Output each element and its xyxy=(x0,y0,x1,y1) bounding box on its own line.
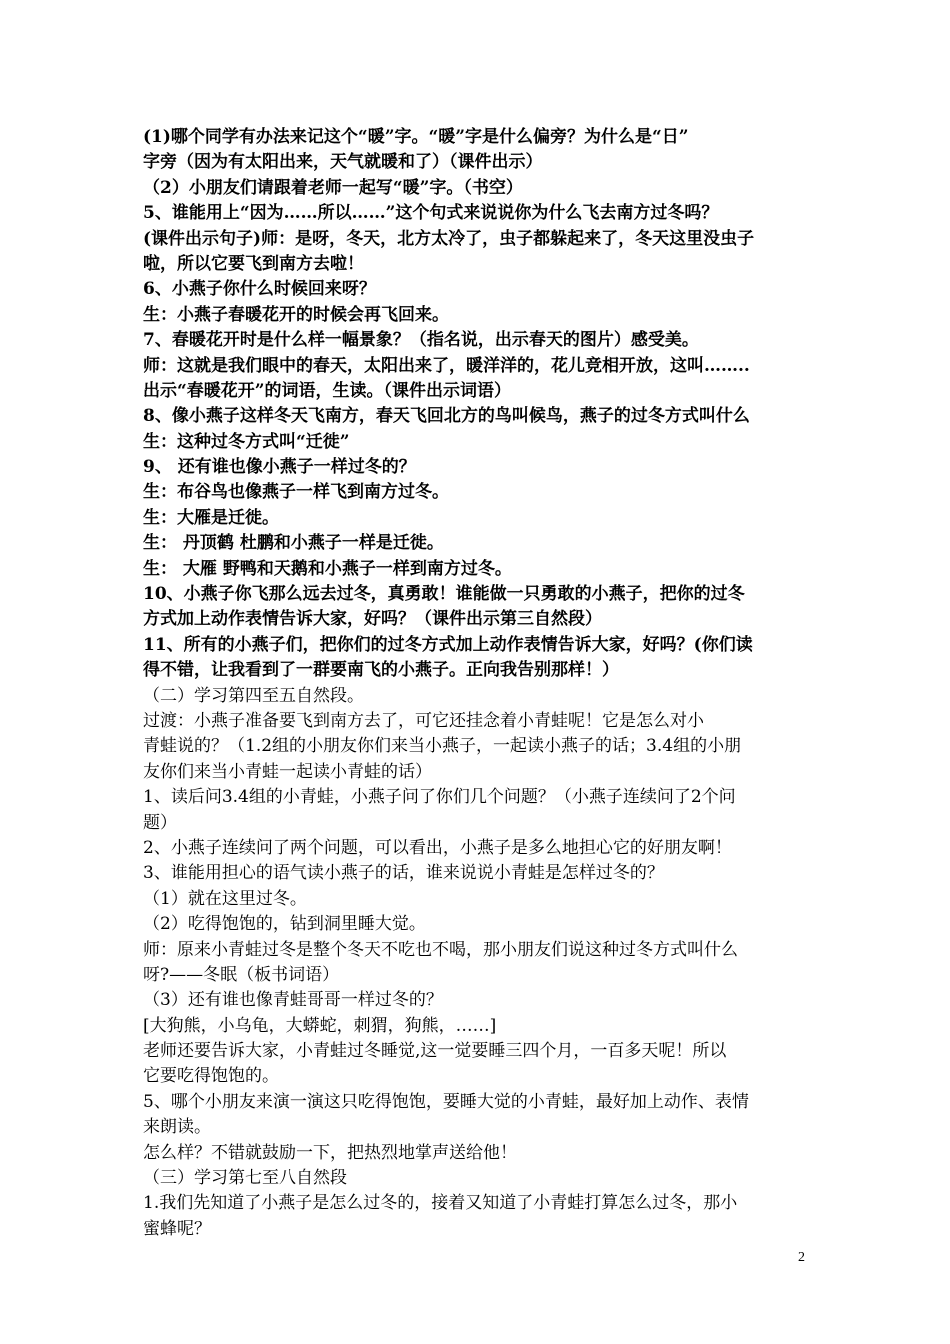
text-line: （1）就在这里过冬。 xyxy=(143,888,307,909)
text-line: 生：布谷鸟也像燕子一样飞到南方过冬。 xyxy=(143,482,449,503)
text-line: 它要吃得饱饱的。 xyxy=(143,1066,279,1087)
text-line: 生：大雁是迁徙。 xyxy=(143,507,279,528)
text-line: 题） xyxy=(143,812,177,833)
text-line: 9、 还有谁也像小燕子一样过冬的？ xyxy=(143,457,416,478)
document-body xyxy=(143,125,808,1242)
text-line: 2、小燕子连续问了两个问题，可以看出，小燕子是多么地担心它的好朋友啊！ xyxy=(143,837,732,858)
text-line: 得不错，让我看到了一群要南飞的小燕子。正向我告别那样！） xyxy=(143,660,619,681)
text-line: 1.我们先知道了小燕子是怎么过冬的，接着又知道了小青蛙打算怎么过冬，那小 xyxy=(143,1193,738,1214)
text-line: 6、小燕子你什么时候回来呀？ xyxy=(143,279,376,300)
text-line: （二）学习第四至五自然段。 xyxy=(143,685,364,706)
text-line: （2）吃得饱饱的，钻到洞里睡大觉。 xyxy=(143,914,426,935)
text-line: 友你们来当小青蛙一起读小青蛙的话） xyxy=(143,761,432,782)
text-line: 老师还要告诉大家，小青蛙过冬睡觉,这一觉要睡三四个月，一百多天呢！所以 xyxy=(143,1041,727,1062)
text-line: 啦，所以它要飞到南方去啦！ xyxy=(143,253,364,274)
text-line: 生：小燕子春暖花开的时候会再飞回来。 xyxy=(143,304,449,325)
text-line: (课件出示句子)师：是呀，冬天，北方太冷了，虫子都躲起来了，冬天这里没虫子 xyxy=(143,228,755,249)
page-number: 2 xyxy=(798,1250,805,1265)
text-line: 8、像小燕子这样冬天飞南方，春天飞回北方的鸟叫候鸟，燕子的过冬方式叫什么 xyxy=(143,406,750,427)
text-line: 过渡：小燕子准备要飞到南方去了，可它还挂念着小青蛙呢！它是怎么对小 xyxy=(143,710,704,731)
text-line: 青蛙说的？（1.2组的小朋友你们来当小燕子，一起读小燕子的话；3.4组的小朋 xyxy=(143,736,742,757)
text-line: 方式加上动作表情告诉大家，好吗？（课件出示第三自然段） xyxy=(143,609,602,630)
text-line: 师：这就是我们眼中的春天，太阳出来了，暖洋洋的，花儿竞相开放，这叫…….. xyxy=(143,355,750,376)
text-line: 蜜蜂呢？ xyxy=(143,1218,211,1239)
text-line: 生：这种过冬方式叫“迁徙” xyxy=(143,431,350,452)
text-line: 7、春暖花开时是什么样一幅景象？（指名说，出示春天的图片）感受美。 xyxy=(143,330,699,351)
text-line: （3）还有谁也像青蛙哥哥一样过冬的？ xyxy=(143,990,443,1011)
text-line: 3、谁能用担心的语气读小燕子的话，谁来说说小青蛙是怎样过冬的？ xyxy=(143,863,664,884)
text-line: 5、哪个小朋友来演一演这只吃得饱饱，要睡大觉的小青蛙，最好加上动作、表情 xyxy=(143,1091,749,1112)
text-line: 师：原来小青蛙过冬是整个冬天不吃也不喝，那小朋友们说这种过冬方式叫什么 xyxy=(143,939,738,960)
text-line: [大狗熊，小乌龟，大蟒蛇，刺猬，狗熊，……] xyxy=(143,1015,497,1036)
text-line: 来朗读。 xyxy=(143,1117,211,1138)
text-line: 生： 大雁 野鸭和天鹅和小燕子一样到南方过冬。 xyxy=(143,558,512,579)
text-line: 怎么样？不错就鼓励一下，把热烈地掌声送给他！ xyxy=(143,1142,517,1163)
text-line: 1、读后问3.4组的小青蛙，小燕子问了你们几个问题？（小燕子连续问了2个问 xyxy=(143,787,736,808)
text-line: 11、所有的小燕子们，把你们的过冬方式加上动作表情告诉大家，好吗？(你们读 xyxy=(143,634,753,655)
text-line: 出示“春暖花开”的词语，生读。（课件出示词语） xyxy=(143,380,512,401)
text-line: 字旁（因为有太阳出来，天气就暖和了）（课件出示） xyxy=(143,152,543,173)
text-line: 呀?——冬眠（板书词语） xyxy=(143,964,340,985)
text-line: (1)哪个同学有办法来记这个“暖”字。“暖”字是什么偏旁？为什么是“日” xyxy=(143,127,689,147)
text-line: 10、小燕子你飞那么远去过冬，真勇敢！谁能做一只勇敢的小燕子，把你的过冬 xyxy=(143,584,745,605)
text-line: （2）小朋友们请跟着老师一起写“暖”字。（书空） xyxy=(143,177,523,198)
text-line: （三）学习第七至八自然段 xyxy=(143,1168,347,1189)
text-line: 5、谁能用上“因为……所以……”这个句式来说说你为什么飞去南方过冬吗？ xyxy=(143,203,719,224)
text-line: 生： 丹顶鹤 杜鹏和小燕子一样是迁徙。 xyxy=(143,533,444,554)
